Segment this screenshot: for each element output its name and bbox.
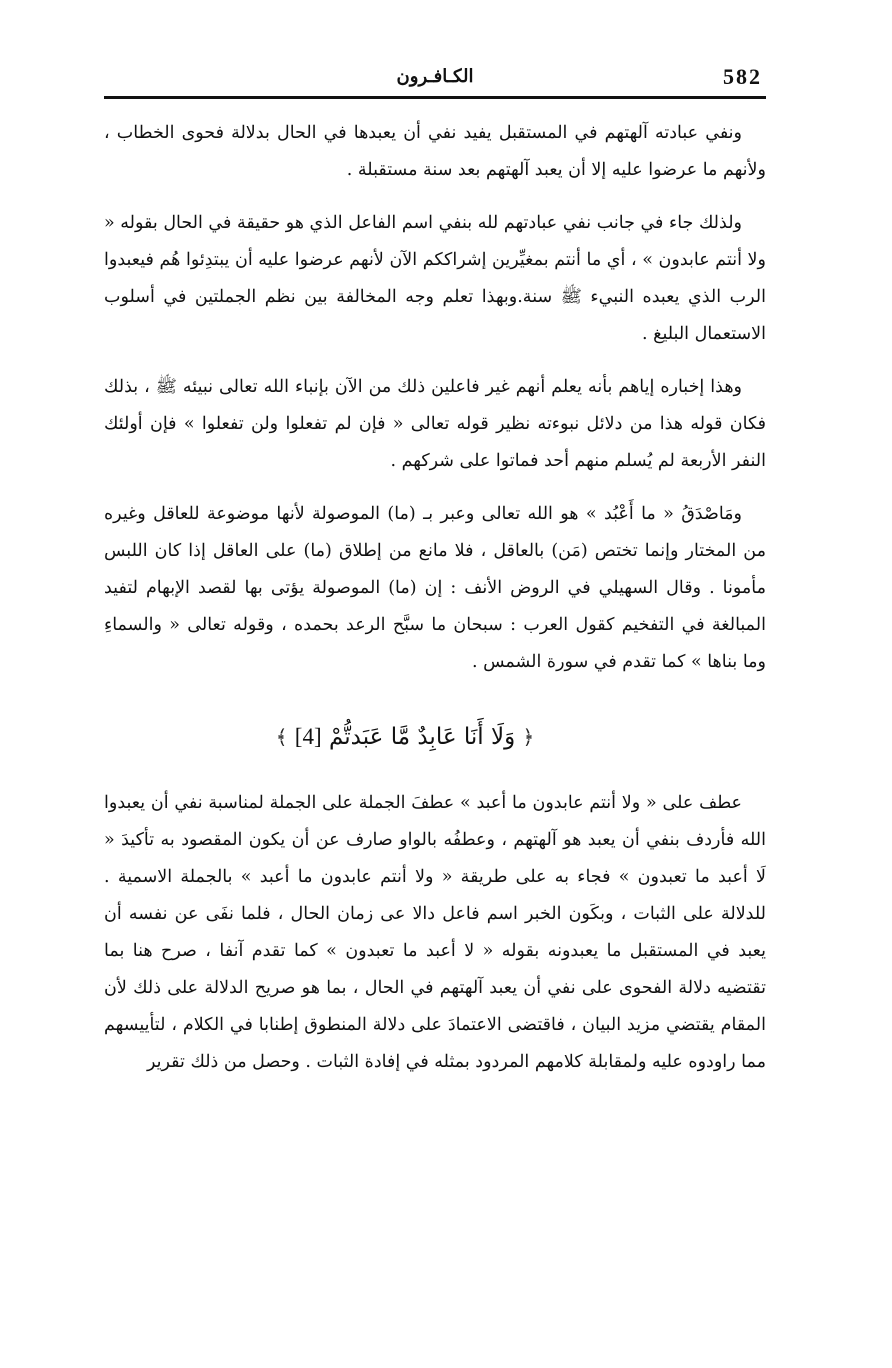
page-header [104, 58, 766, 99]
paragraph: ولذلك جاء في جانب نفي عبادتهم لله بنفي اسم الفاعل الذي هو حقيقة في الحال بقوله « ولا أنتم عابدون » ، أي ما أنتم بمغيِّرين إشراككم الآن لأنهم عرضوا عليه أن يبتدِئوا هُم فيعبدوا الرب الذي يعبده النبيء ﷺ سنة.وبهذا تعلم وجه المخالفة بين نظم الجملتين في أسلوب الاستعمال البليغ . [104, 213, 766, 344]
page-number: 582 [723, 64, 762, 89]
book-page [104, 58, 766, 1348]
verse-close-bracket: ﴾ [275, 725, 288, 749]
paragraph: وهذا إخباره إياهم بأنه يعلم أنهم غير فاعلين ذلك من الآن بإنباء الله تعالى نبيئه ﷺ ، بذلك فكان قوله هذا من دلائل نبوءته نظير قوله تعالى « فإن لم تفعلوا ولن تفعلوا » فإن أولئك النفر الأربعة لم يُسلم منهم أحد فماتوا على شركهم . [104, 377, 766, 471]
verse-number: [4] [294, 724, 322, 749]
running-title: الكـافـرون [396, 66, 474, 87]
verse-open-bracket: ﴿ [522, 725, 535, 749]
page-body [104, 115, 766, 1081]
paragraph: ونفي عبادته آلهتهم في المستقبل يفيد نفي أن يعبدها في الحال بدلالة فحوى الخطاب ، ولأنهم ما عرضوا عليه إلا أن يعبد آلهتهم بعد سنة مستقبلة . [104, 123, 766, 180]
paragraph: ومَاصْدَقُ « ما أَعْبُد » هو الله تعالى وعبر بـ (ما) الموصولة لأنها موضوعة للعاقل وغيره من المختار وإنما تختص (مَن) بالعاقل ، فلا مانع من إطلاق (ما) على العاقل إذا كان اللبس مأمونا . وقال السهيلي في الروض الأنف : إن (ما) الموصولة يؤتى بها لقصد الإبهام لتفيد المبالغة في التفخيم كقول العرب : سبحان ما سبَّح الرعد بحمده ، وقوله تعالى « والسماءِ وما بناها » كما تقدم في سورة الشمس . [104, 504, 766, 672]
commentary-paragraph: عطف على « ولا أنتم عابدون ما أعبد » عطفَ الجملة على الجملة لمناسبة نفي أن يعبدوا الله فأردف بنفي أن يعبد هو آلهتهم ، وعطفُه بالواو صارف عن أن يكون المقصود به تأكيدَ « لَا أعبد ما تعبدون » فجاء به على طريقة « ولا أنتم عابدون ما أعبد » بالجملة الاسمية . للدلالة على الثبات ، وبكَون الخبر اسم فاعل دالا عى زمان الحال ، فلما نفَى عن نفسه أن يعبد في المستقبل ما يعبدونه بقوله « لا أعبد ما تعبدون » كما تقدم آنفا ، صرح هنا بما تقتضيه دلالة الفحوى على نفي أن يعبد آلهتهم في الحال ، بما هو صريح الدلالة على ذلك لأن المقام يقتضي مزيد البيان ، فاقتضى الاعتمادَ على دلالة المنطوق إطنابا في الكلام ، لتأييسهم مما راودوه عليه ولمقابلة كلامهم المردود بمثله في إفادة الثبات . وحصل من ذلك تقرير [104, 793, 766, 1072]
quran-verse [104, 717, 766, 757]
verse-text: وَلَا أَنَا عَابِدٌ مَّا عَبَدتُّمْ [328, 724, 516, 750]
